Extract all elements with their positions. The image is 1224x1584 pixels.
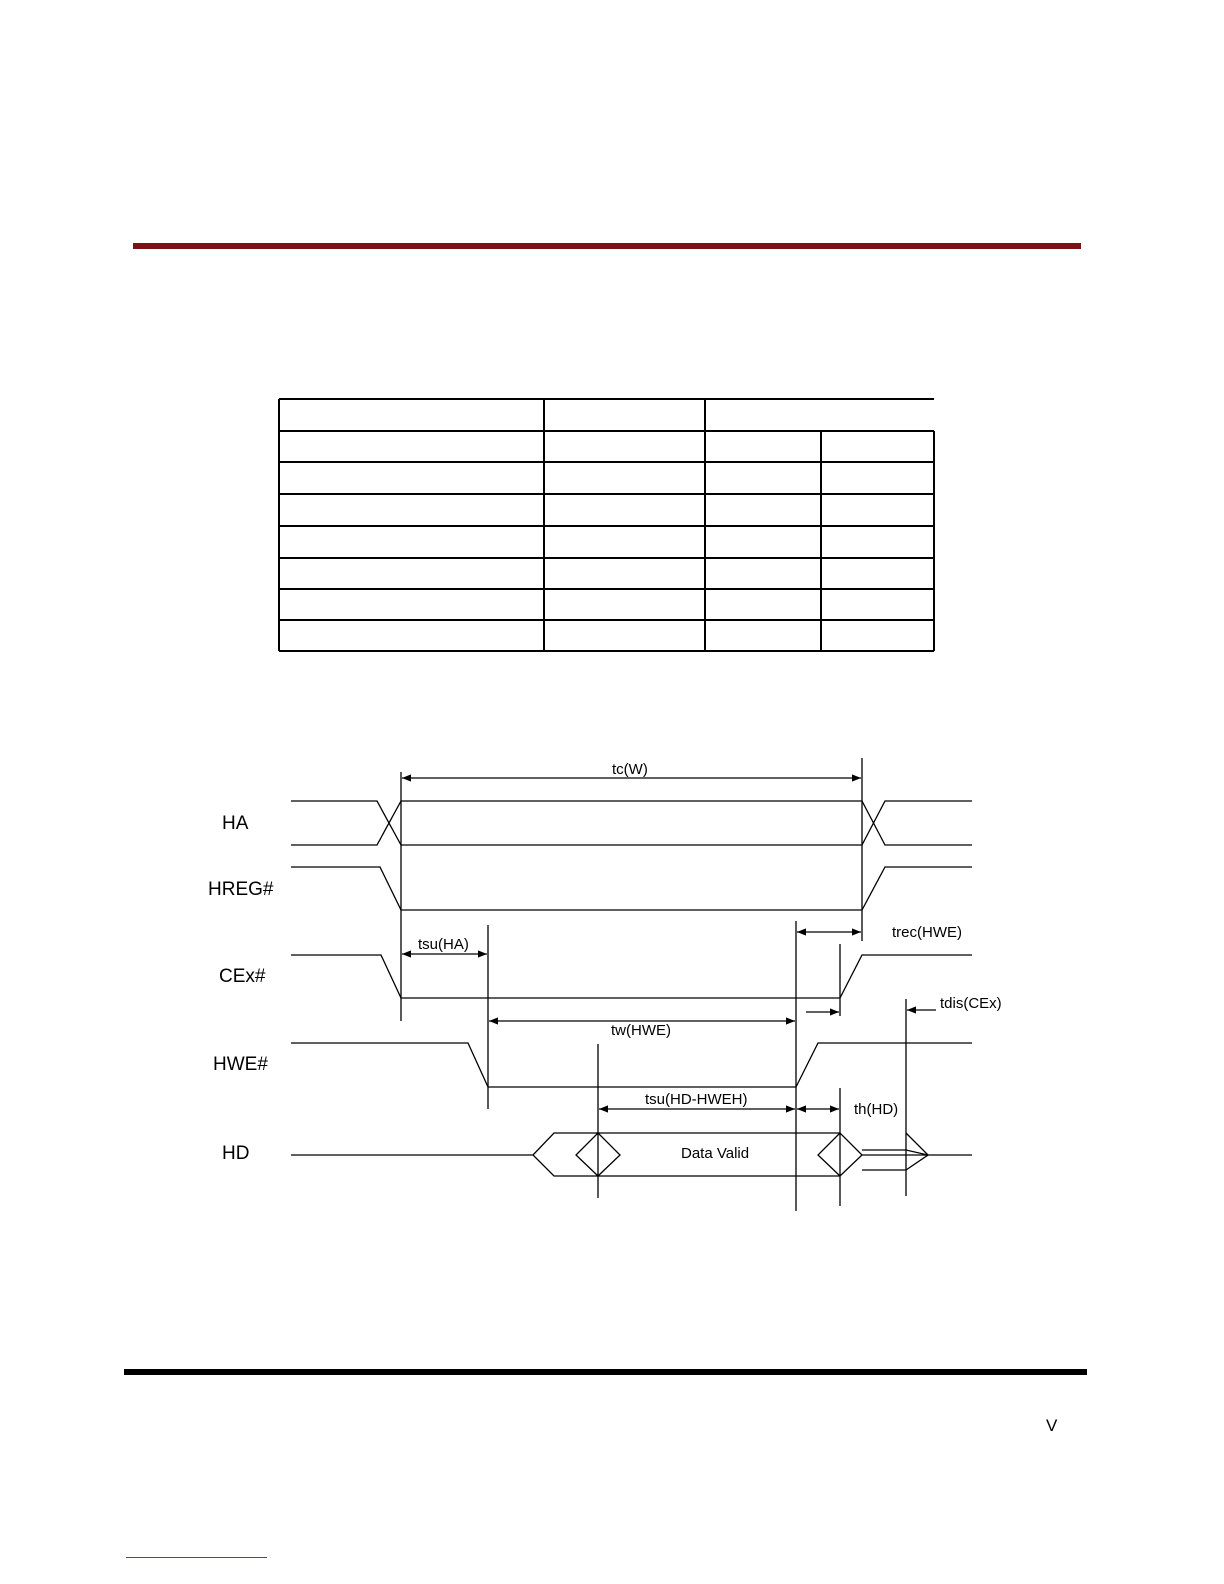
waveform-hwe <box>291 1043 972 1087</box>
label-tc-w: tc(W) <box>612 761 648 778</box>
label-trec-hwe: trec(HWE) <box>892 924 962 941</box>
waveform-ha-upper <box>291 801 972 845</box>
signal-label-hd: HD <box>222 1143 250 1164</box>
label-th-hd: th(HD) <box>854 1101 899 1118</box>
label-tsu-hd-hweh: tsu(HD-HWEH) <box>645 1091 748 1108</box>
footer-rule <box>124 1369 1087 1375</box>
footnote-link-underline[interactable] <box>126 1557 267 1558</box>
label-tdis-cex: tdis(CEx) <box>940 995 1002 1012</box>
waveform-ha-lower <box>291 801 972 845</box>
signal-label-hwe: HWE# <box>213 1054 268 1075</box>
signal-label-ha: HA <box>222 813 249 834</box>
page-marker: V <box>1046 1416 1058 1435</box>
signal-label-cex: CEx# <box>219 966 266 987</box>
waveform-hd-valid-left <box>598 1133 620 1176</box>
label-tw-hwe: tw(HWE) <box>611 1022 671 1039</box>
waveform-cex <box>291 955 972 998</box>
waveform-hd-disable <box>862 1150 928 1170</box>
timing-table <box>279 399 934 651</box>
waveform-hd-transition-in <box>533 1133 598 1176</box>
waveform-hreg <box>291 867 972 910</box>
waveform-hd-transition-out <box>818 1133 840 1176</box>
label-data-valid: Data Valid <box>681 1145 750 1162</box>
waveform-hd-disable-edge <box>906 1133 928 1155</box>
label-tsu-ha: tsu(HA) <box>418 936 469 953</box>
signal-label-hreg: HREG# <box>208 879 274 900</box>
